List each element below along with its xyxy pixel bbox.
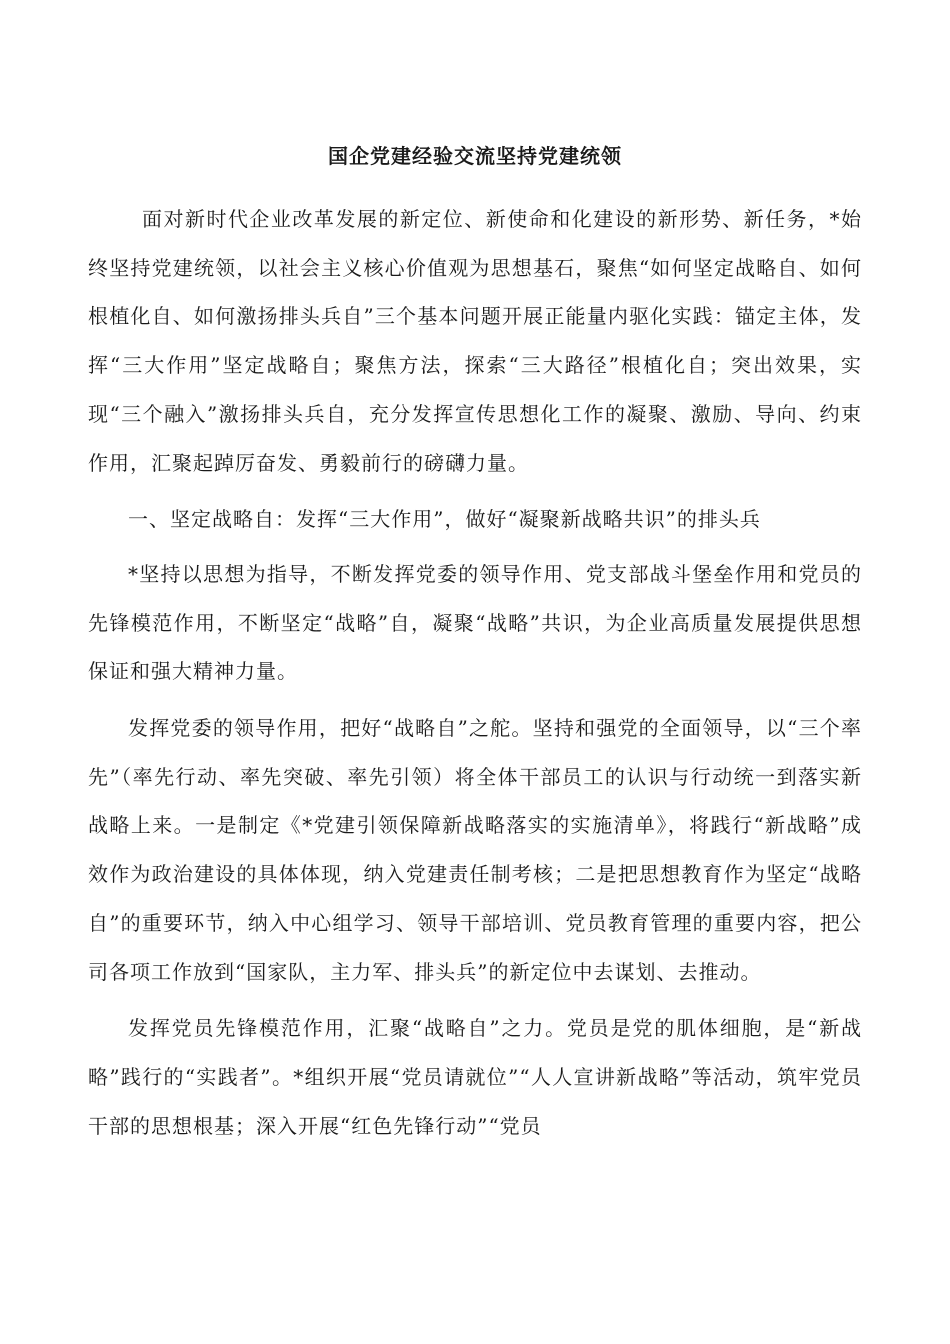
intro-paragraph: 面对新时代企业改革发展的新定位、新使命和化建设的新形势、新任务，*始终坚持党建统领，以社会主义核心价值观为思想基石，聚焦“如何坚定战略自、如何根植化自、如何激扬排头兵自”三个基本问题开展正能量内驱化实践：锚定主体，发挥“三大作用”坚定战略自；聚焦方法，探索“三大路径”根植化自；突出效果，实现“三个融入”激扬排头兵自，充分发挥宣传思想化工作的凝聚、激励、导向、约束作用，汇聚起踔厉奋发、勇毅前行的磅礴力量。 bbox=[88, 207, 862, 475]
body-paragraph: *坚持以思想为指导，不断发挥党委的领导作用、党支部战斗堡垒作用和党员的先锋模范作用，不断坚定“战略”自，凝聚“战略”共识，为企业高质量发展提供思想保证和强大精神力量。 bbox=[88, 561, 862, 684]
section-heading: 一、坚定战略自：发挥“三大作用”，做好“凝聚新战略共识”的排头兵 bbox=[128, 507, 761, 532]
body-paragraph: 发挥党委的领导作用，把好“战略自”之舵。坚持和强党的全面领导，以“三个率先”（率先行动、率先突破、率先引领）将全体干部员工的认识与行动统一到落实新战略上来。一是制定《*党建引领保障新战略落实的实施清单》，将践行“新战略”成效作为政治建设的具体体现，纳入党建责任制考核；二是把思想教育作为坚定“战略自”的重要环节，纳入中心组学习、领导干部培训、党员教育管理的重要内容，把公司各项工作放到“国家队，主力军、排头兵”的新定位中去谋划、去推动。 bbox=[88, 716, 862, 984]
document-body bbox=[88, 195, 862, 1150]
body-paragraph: 发挥党员先锋模范作用，汇聚“战略自”之力。党员是党的肌体细胞，是“新战略”践行的“实践者”。*组织开展“党员请就位”“人人宣讲新战略”等活动，筑牢党员干部的思想根基；深入开展“红色先锋行动”“党员 bbox=[88, 1016, 862, 1138]
document-title: 国企党建经验交流坚持党建统领 bbox=[328, 144, 622, 168]
